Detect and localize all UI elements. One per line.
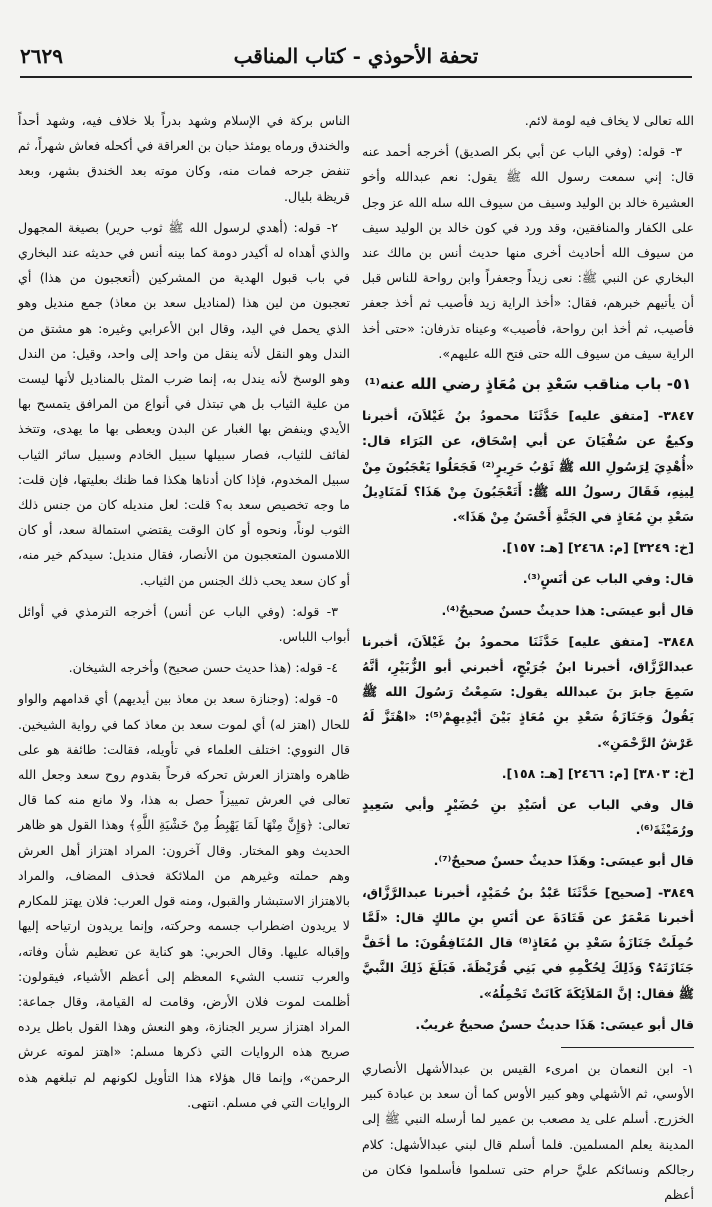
hadith-text: قال وفي الباب عن أسَيْدِ بنِ حُضَيْرٍ وأبي سَعِيدٍ ورُمَيْثَةَ⁽⁶⁾. bbox=[362, 797, 694, 838]
paragraph: ٢- قوله: (أهدي لرسول الله ﷺ ثوب حرير) بصيغة المجهول والذي أهداه له أكيدر دومة كما بينه أنس في حديثه عند البخاري في باب قبول الهدية من المشركين (أتعجبون من هذا) أي تعجبون من لين هذا (لمناديل سعد بن معاذ) جمع منديل وهو الذي يحمل في اليد، وقال ابن الأعرابي وغيره: هو مشتق من الندل وهو النقل لأنه ينقل من واحد إلى واحد، وقيل: من الندل وهو الوسخ لأنه يندل به، إنما ضرب المثل بالمناديل لأنها ليست من علية الثياب بل هي تبتذل في أنواع من المرافق يتمسح بها الأيدي وينفض بها الغبار عن البدن ويعطى بها ما يهدى، وتتخذ لفائف للثياب، فصار سبيلها سبيل الخادم وسبيل سائر الثياب سبيل المخدوم، فإذا كان أدناها هكذا فما ظنك بعليتها، فإن قلت: ما وجه تخصيص سعد به؟ قلت: لعل منديله كان من جنس ذلك الثوب لوناً، ونحوه أو كان الوقت يقتضي استمالة سعد، أو كان اللامسون المتعجبون من الأنصار، فقال منديل: سيدكم خير منه، أو كان سعد يحب ذلك الجنس من الثياب. bbox=[18, 219, 350, 588]
hadith-reference: [خ: ٣٨٠٣] [م: ٢٤٦٦] [هـ: ١٥٨]. bbox=[501, 765, 694, 781]
paragraph: الناس بركة في الإسلام وشهد بدراً بلا خلاف فيه، وشهد أحداً والخندق ورماه يومئذ حبان بن العراقة في أكحله فعاش شهراً، ثم تنفض جرحه فمات منه، وكان موته بعد الخندق بشهر، وبعد قريظة بليال. bbox=[18, 113, 350, 204]
page-number: ٢٦٢٩ bbox=[20, 44, 63, 68]
footnote-separator bbox=[561, 1047, 694, 1048]
hadith-grading: قال أبو عيسَى: هذا حديثٌ حسنٌ صحيحٌ⁽⁴⁾. bbox=[441, 602, 694, 618]
paragraph: ٥- قوله: (وجنازة سعد بن معاذ بين أيديهم) أي قدامهم والواو للحال (اهتز له) أي لموت سعد بن معاذ كما في رواية الشيخين. قال النووي: اختلف العلماء في تأويله، فقالت: طائفة هو على ظاهره واهتزاز العرش تحركه فرحاً بقدوم روح سعد وجعل الله تعالى في العرش تمييزاً حصل به هذا، ولا مانع منه كما قال تعالى: ﴿وَإِنَّ مِنْهَا لَمَا يَهْبِطُ مِنْ خَشْيَةِ اللَّهِ﴾ وهذا القول هو ظاهر الحديث وهو المختار. وقال آخرون: المراد اهتزاز أهل العرش وهم حملته وغيرهم من الملائكة فحذف المضاف، والمراد بالاهتزاز الاستبشار والقبول، ومنه قول العرب: فلان يهتز للمكارم لا يريدون اضطراب جسمه وحركته، وإنما يريدون ارتياحه إليها وإقباله عليها. وقال الحربي: هو كناية عن تعظيم شأن وفاته، والعرب تنسب الشيء المعظم إلى أعظم الأشياء، فيقولون: أظلمت لموت فلان الأرض، وقامت له القيامة، وقال جماعة: المراد اهتزاز سرير الجنازة، وهو النعش وهذا القول باطل يرده صريح هذه الروايات التي ذكرها مسلم: «اهتز لموته عرش الرحمن»، وإنما قال هؤلاء هذا التأويل لكونهم لم تبلغهم هذه الروايات التي في مسلم. انتهى. bbox=[18, 691, 350, 1110]
running-title: تحفة الأحوذي - كتاب المناقب bbox=[233, 44, 479, 68]
paragraph: ٣- قوله: (وفي الباب عن أبي بكر الصديق) أخرجه أحمد عنه قال: إني سمعت رسول الله ﷺ يقول: نعم عبدالله وأخو العشيرة خالد بن الوليد وسيف من سيوف الله سله الله عز وجل على الكفار والمنافقين، وقد ورد في كون خالد بن الوليد سيف من سيوف الله أحاديث أخرى منها حديث أنس بن مالك عند البخاري عن النبي ﷺ: نعى زيداً وجعفراً وابن رواحة للناس قبل أن يأتيهم خبرهم، فقال: «أخذ الراية زيد فأصيب ثم أخذ جعفر فأصيب، ثم أخذ ابن رواحة، فأصيب» وعيناه تذرفان: «حتى أخذ الراية سيف من سيوف الله حتى فتح الله عليهم». bbox=[362, 144, 694, 361]
hadith-reference: [خ: ٣٢٤٩] [م: ٢٤٦٨] [هـ: ١٥٧]. bbox=[501, 540, 694, 556]
paragraph: ٣- قوله: (وفي الباب عن أنس) أخرجه الترمذي في أوائل أبواب اللباس. bbox=[18, 603, 350, 645]
right-column bbox=[362, 108, 694, 1202]
hadith-text: قال: وفي الباب عن أنَسٍ⁽³⁾. bbox=[522, 571, 694, 587]
left-column bbox=[18, 108, 350, 1110]
hadith-text: ٣٨٤٧- [متفق عليه] حَدَّثَنَا محمودُ بنُ غَيْلاَنَ، أخبرنا وكيعٌ عن سُفْيَانَ عن أبي إسْحَاق، عن البَرَاء قال: «أُهْدِيَ لِرَسُولِ الله ﷺ ثَوْبُ حَرِيرٍ⁽²⁾ فَجَعَلُوا يَعْجَبُونَ مِنْ لِينِهِ، فَقَالَ رسولُ الله ﷺ: أَتَعْجَبُونَ مِنْ هَذَا؟ لَمَنَادِيلُ سَعْدِ بنِ مُعَاذٍ في الجَنَّةِ أَحْسَنُ مِنْ هَذَا». bbox=[362, 408, 694, 525]
hadith-grading: قال أبو عيسَى: هَذَا حديثٌ حسنٌ صحيحٌ غريبٌ. bbox=[415, 1016, 694, 1032]
hadith-text: ٣٨٤٩- [صحيح] حَدَّثَنَا عَبْدُ بنُ حُمَيْدٍ، أخبرنا عبدالرَّزَّاق، أخبرنا مَعْمَرٌ عن قَتَادَةَ عن أنَسِ بنِ مالكٍ قال: «لَمَّا حُمِلَتْ جَنَازَةُ سَعْدِ بنِ مُعَاذٍ⁽⁸⁾ قال المُنَافِقُونَ: ما أخَفَّ جَنَازَتَهُ؟ وَذَلِكَ لِحُكْمِهِ في بَنِي قُرَيْظَةَ. فَبَلَغَ ذَلِكَ النَّبيَّ ﷺ فقال: إنَّ المَلاَئِكَةَ كَانَتْ تَحْمِلُهُ». bbox=[362, 884, 694, 1001]
paragraph: ٤- قوله: (هذا حديث حسن صحيح) وأخرجه الشيخان. bbox=[68, 660, 338, 676]
chapter-heading: ٥١- باب مناقب سَعْدِ بن مُعَاذٍ رضي الله عنه⁽¹⁾ bbox=[364, 375, 692, 394]
hadith-grading: قال أبو عيسَى: وهَذَا حديثٌ حسنٌ صحيحٌ⁽⁷⁾. bbox=[433, 853, 694, 869]
page-header bbox=[20, 40, 692, 78]
hadith-text: ٣٨٤٨- [متفق عليه] حَدَّثَنَا محمودُ بنُ غَيْلاَنَ، أخبرنا عبدالرَّزَّاق، أخبرنا ابنُ جُرَيْجٍ، أخبرني أبو الزُّبَيْرِ، أنَّهُ سَمِعَ جابرَ بنَ عبدالله يقول: سَمِعْتُ رَسُولَ الله ﷺ يَقُولُ وَجَنَازَةُ سَعْدِ بنِ مُعَاذٍ بَيْنَ أيْدِيهِمْ⁽⁵⁾: «اهْتَزَّ لَهُ عَرْشُ الرَّحْمَنِ». bbox=[362, 633, 694, 750]
paragraph: الله تعالى لا يخاف فيه لومة لائم. bbox=[524, 113, 694, 128]
footnote: ١- ابن النعمان بن امرىء القيس بن عبدالأشهل الأنصاري الأوسي، ثم الأشهلي وهو كبير الأوس كما أن سعد بن عبادة كبير الخزرج. أسلم على يد مصعب بن عمير لما أرسله النبي ﷺ إلى المدينة يعلم المسلمين. فلما أسلم قال لبني عبدالأشهل: كلام رجالكم ونسائكم عليَّ حرام حتى تسلموا فأسلموا فكان من أعظم bbox=[362, 1060, 694, 1202]
